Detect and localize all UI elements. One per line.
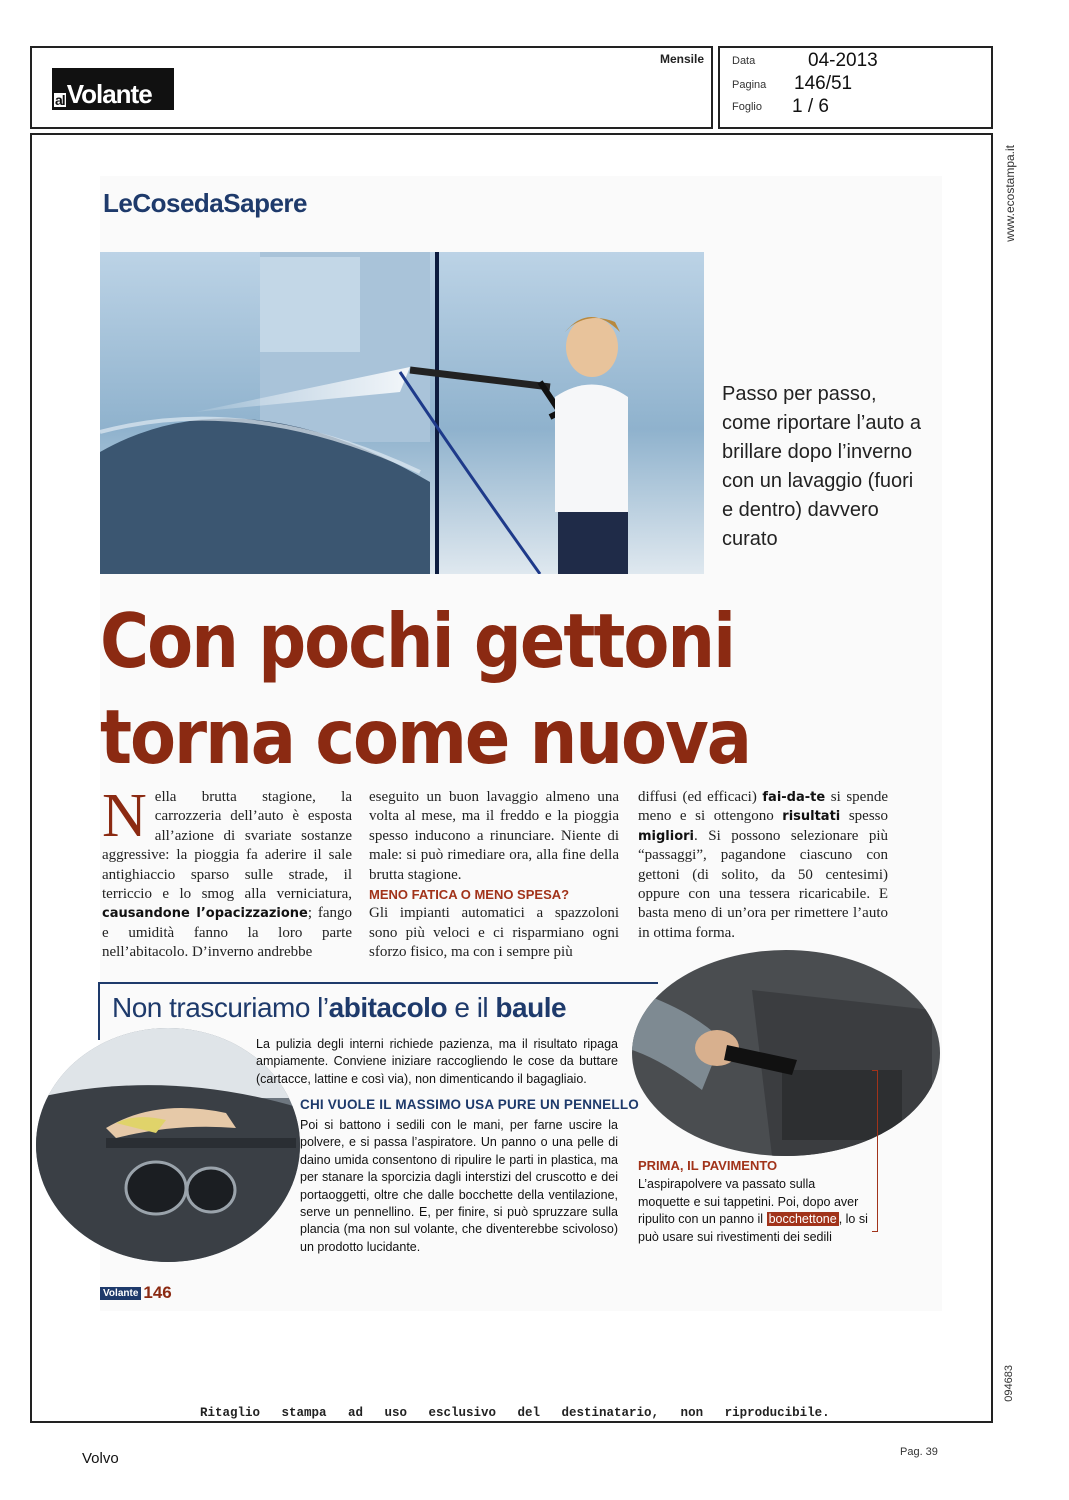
box-subhead: CHI VUOLE IL MASSIMO USA PURE UN PENNELLO xyxy=(300,1097,639,1112)
drop-cap: N xyxy=(102,782,147,850)
col1-text-a: ella brutta stagione, la carrozzeria dell’auto è esposta all’azione di svariate sostanze aggressive: la pioggia fa aderire il sale antighiaccio sparso sulle strade, il terriccio e lo smog alla verniciatura, xyxy=(102,789,352,903)
col3-text-a: diffusi (ed efficaci) xyxy=(638,789,757,805)
box-title xyxy=(112,992,566,1024)
body-column-1 xyxy=(102,782,352,963)
col2-text-a: eseguito un buon lavaggio almeno una volta al mese, ma il freddo e la pioggia spesso inducono a rinunciare. Niente di male: si può rimediare ora, alla fine della brutta stagione. xyxy=(369,789,619,883)
caption-highlight: bocchettone xyxy=(768,1212,837,1226)
box-text-2: Poi si battono i sedili con le mani, per farne uscire la polvere, e si passa l’aspiratore. Un panno o una pelle di daino umida consentono di ripulire le parti in plastica, ma per stanare la sporcizia dagli interstizi del cruscotto e dei portaoggetti, oltre che dalle bocchette della ventilazione, serve un pennellino. E, per finire, si può spruzzare sulla plancia (ma non sul volante, che diventerebbe scivoloso) un prodotto lucidante. xyxy=(300,1118,618,1254)
col3-text-d: . Si possono selezionare più “passaggi”, pagandone ciascuno con gettoni (di solito, da 50 centesimi) oppure con una tessera ricaricabile. E basta meno di un’ora per rimettere l’auto in ottima forma. xyxy=(638,827,888,941)
source-url: www.ecostampa.it xyxy=(1003,145,1017,242)
body-column-3 xyxy=(638,788,888,943)
page-number: Pag. 39 xyxy=(900,1446,938,1458)
box-title-b: e il xyxy=(447,992,496,1023)
foglio-label: Foglio xyxy=(732,101,762,113)
col3-text-b: si spende meno e si ottengono xyxy=(638,789,888,825)
folio-page: 146 xyxy=(143,1283,172,1302)
section-rubric: LeCosedaSapere xyxy=(103,188,307,218)
col3-bold-2: risultati xyxy=(782,809,841,825)
client-name: Volvo xyxy=(82,1450,119,1467)
logo-main: Volante xyxy=(66,79,152,109)
standfirst: Passo per passo, come riportare l’auto a brillare dopo l’inverno con un lavaggio (fuori e dentro) davvero curato xyxy=(722,383,921,550)
data-value: 04-2013 xyxy=(808,50,878,71)
box-title-bold-1: abitacolo xyxy=(328,992,448,1023)
headline-line-1: Con pochi gettoni xyxy=(100,597,735,685)
caption-title: PRIMA, IL PAVIMENTO xyxy=(638,1158,778,1173)
pagina-label: Pagina xyxy=(732,79,767,91)
folio-brand: Volante xyxy=(100,1287,141,1300)
box-title-a: Non trascuriamo l’ xyxy=(112,992,329,1023)
page-folio xyxy=(100,1284,172,1302)
caption-pointer-line xyxy=(872,1070,878,1232)
headline xyxy=(100,593,750,786)
frequency-label: Mensile xyxy=(660,52,705,66)
data-label: Data xyxy=(732,55,756,67)
col3-bold-1: fai-da-te xyxy=(762,790,826,805)
col1-bold: causandone l’opacizzazione xyxy=(102,906,308,922)
copyright-notice: Ritaglio stampa ad uso esclusivo del destinatario, non riproducibile. xyxy=(200,1406,830,1420)
caption-text xyxy=(638,1176,868,1246)
car-wash-illustration xyxy=(100,252,704,574)
col3-bold-3: migliori xyxy=(638,828,695,844)
body-column-2 xyxy=(369,788,619,963)
al-volante-logo xyxy=(52,68,174,110)
col1-text-b: ; fango e umidità fanno la loro parte nell’abitacolo. D’inverno andrebbe xyxy=(102,905,352,961)
logo-prefix: al xyxy=(55,92,65,108)
headline-line-2: torna come nuova xyxy=(100,693,750,782)
col2-text-b: Gli impianti automatici a spazzoloni sono più veloci e ci risparmiano ogni sforzo fisico, ma con i sempre più xyxy=(369,905,619,961)
car-wash-photo xyxy=(100,252,704,574)
caption-a: L’aspirapolvere va passato sulla moquette e sui tappetini. Poi, dopo aver ripulito con un panno il xyxy=(638,1177,859,1226)
pagina-value: 146/51 xyxy=(794,73,853,94)
caption-b: , lo si può usare sui rivestimenti dei sedili xyxy=(638,1212,868,1244)
vacuum-photo xyxy=(632,950,940,1156)
col2-subhead: MENO FATICA O MENO SPESA? xyxy=(369,887,570,903)
box-title-bold-2: baule xyxy=(495,992,567,1023)
box-text-1: La pulizia degli interni richiede pazienza, ma il risultato ripaga ampiamente. Conviene iniziare raccogliendo le cose da buttare (cartacce, lattine e così via), non dimenticando il bagagliaio. xyxy=(256,1037,618,1086)
clipping-code: 094683 xyxy=(1003,1365,1015,1402)
col3-text-c: spesso xyxy=(848,808,889,825)
foglio-value: 1 / 6 xyxy=(792,96,829,117)
